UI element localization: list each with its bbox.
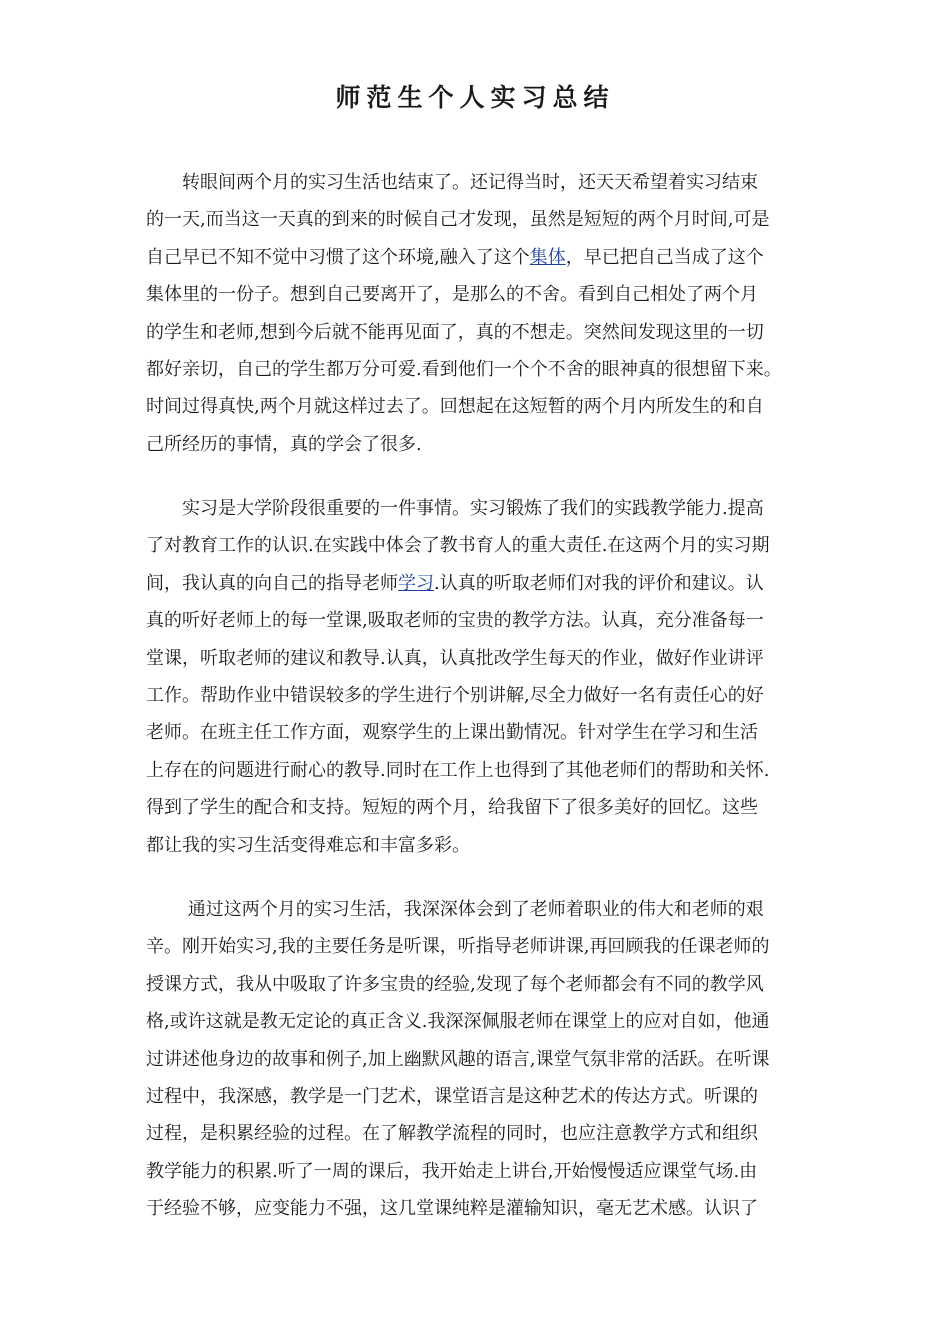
- text-line: [146, 351, 826, 388]
- paragraph-3: [146, 891, 826, 1228]
- text-segment: 授课方式，我从中吸取了许多宝贵的经验,发现了每个老师都会有不同的教学风: [146, 973, 764, 995]
- text-line: [146, 164, 826, 201]
- text-line: [146, 276, 826, 313]
- text-segment: 自己早已不知不觉中习惯了这个环境,融入了这个: [146, 246, 530, 268]
- text-segment: 集体里的一份子。想到自己要离开了，是那么的不舍。看到自己相处了两个月: [146, 284, 758, 306]
- text-line: [146, 490, 826, 527]
- text-segment: 间，我认真的向自己的指导老师: [146, 572, 398, 594]
- text-segment: 于经验不够，应变能力不强，这几堂课纯粹是灌输知识，毫无艺术感。认识了: [146, 1198, 758, 1220]
- text-line: [146, 1041, 826, 1078]
- text-segment: 得到了学生的配合和支持。短短的两个月，给我留下了很多美好的回忆。这些: [146, 797, 758, 819]
- text-line: [146, 677, 826, 714]
- text-line: [146, 714, 826, 751]
- text-segment: 了对教育工作的认识.在实践中体会了教书育人的重大责任.在这两个月的实习期: [146, 535, 770, 557]
- text-line: [146, 827, 826, 864]
- text-line: [146, 602, 826, 639]
- text-segment: 转眼间两个月的实习生活也结束了。还记得当时，还天天希望着实习结束: [146, 172, 758, 193]
- inline-link[interactable]: 集体: [529, 246, 566, 268]
- text-segment: ，早已把自己当成了这个: [565, 246, 764, 268]
- text-segment: 过讲述他身边的故事和例子,加上幽默风趣的语言,课堂气氛非常的活跃。在听课: [146, 1048, 770, 1070]
- text-line: [146, 752, 826, 789]
- text-segment: 真的听好老师上的每一堂课,吸取老师的宝贵的教学方法。认真，充分准备每一: [146, 610, 764, 632]
- document-title: 师范生个人实习总结: [335, 83, 615, 112]
- text-segment: 通过这两个月的实习生活，我深深体会到了老师着职业的伟大和老师的艰: [146, 899, 764, 920]
- text-segment: 教学能力的积累.听了一周的课后，我开始走上讲台,开始慢慢适应课堂气场.由: [146, 1160, 758, 1182]
- paragraph-1: [146, 164, 826, 463]
- text-segment: 过程中，我深感，教学是一门艺术，课堂语言是这种艺术的传达方式。听课的: [146, 1086, 758, 1108]
- text-segment: 上存在的问题进行耐心的教导.同时在工作上也得到了其他老师们的帮助和关怀.: [146, 759, 770, 781]
- text-line: [146, 1078, 826, 1115]
- text-segment: 时间过得真快,两个月就这样过去了。回想起在这短暂的两个月内所发生的和自: [146, 396, 764, 418]
- text-line: [146, 1003, 826, 1040]
- text-line: [146, 1115, 826, 1152]
- text-segment: 己所经历的事情，真的学会了很多.: [146, 433, 422, 455]
- text-segment: 的一天,而当这一天真的到来的时候自己才发现，虽然是短短的两个月时间,可是: [146, 209, 770, 231]
- text-line: [146, 314, 826, 351]
- text-line: [146, 1190, 826, 1227]
- text-line: [146, 527, 826, 564]
- text-segment: 都让我的实习生活变得难忘和丰富多彩。: [146, 834, 470, 856]
- text-segment: 堂课，听取老师的建议和教导.认真，认真批改学生每天的作业，做好作业讲评: [146, 647, 764, 669]
- text-line: [146, 565, 826, 602]
- text-line: [146, 388, 826, 425]
- text-line: [146, 239, 826, 276]
- text-segment: 老师。在班主任工作方面，观察学生的上课出勤情况。针对学生在学习和生活: [146, 722, 758, 744]
- text-line: [146, 966, 826, 1003]
- text-line: [146, 640, 826, 677]
- text-segment: 辛。刚开始实习,我的主要任务是听课，听指导老师讲课,再回顾我的任课老师的: [146, 936, 770, 958]
- inline-link[interactable]: 学习: [398, 572, 434, 594]
- text-segment: 工作。帮助作业中错误较多的学生进行个别讲解,尽全力做好一名有责任心的好: [146, 685, 764, 707]
- text-segment: 格,或许这就是教无定论的真正含义.我深深佩服老师在课堂上的应对自如，他通: [146, 1011, 770, 1033]
- text-line: [146, 1153, 826, 1190]
- text-line: [146, 201, 826, 238]
- text-line: [146, 789, 826, 826]
- text-segment: 的学生和老师,想到今后就不能再见面了，真的不想走。突然间发现这里的一切: [146, 321, 764, 343]
- text-segment: 过程，是积累经验的过程。在了解教学流程的同时，也应注意教学方式和组织: [146, 1123, 758, 1145]
- paragraph-2: [146, 490, 826, 864]
- text-line: [146, 891, 826, 928]
- text-segment: .认真的听取老师们对我的评价和建议。认: [434, 572, 764, 594]
- text-segment: 实习是大学阶段很重要的一件事情。实习锻炼了我们的实践教学能力.提高: [146, 498, 764, 519]
- text-line: [146, 928, 826, 965]
- text-line: [146, 426, 826, 463]
- text-segment: 都好亲切，自己的学生都万分可爱.看到他们一个个不舍的眼神真的很想留下来。: [146, 359, 782, 381]
